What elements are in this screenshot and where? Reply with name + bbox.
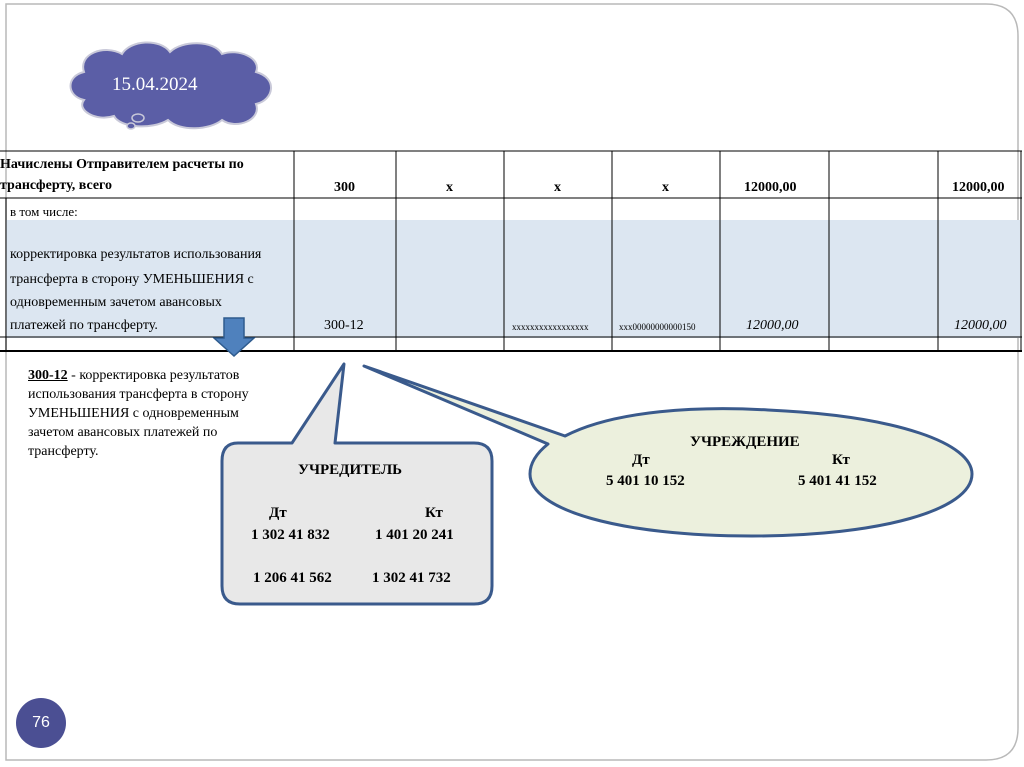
detail-name-line2: трансферта в сторону УМЕНЬШЕНИЯ с bbox=[10, 272, 254, 287]
header-col3: x bbox=[662, 180, 669, 195]
page-number-badge: 76 bbox=[16, 698, 66, 748]
detail-col3: xxx00000000000150 bbox=[619, 322, 696, 332]
date-label: 15.04.2024 bbox=[112, 74, 198, 95]
uchreditel-row1-kt: 1 401 20 241 bbox=[375, 527, 454, 543]
detail-col2: xxxxxxxxxxxxxxxxx bbox=[512, 322, 589, 332]
explanation-note bbox=[28, 366, 268, 461]
uchrezhdenie-dt-label: Дт bbox=[632, 452, 650, 468]
uchreditel-title: УЧРЕДИТЕЛЬ bbox=[298, 462, 403, 478]
uchreditel-kt-label: Кт bbox=[425, 505, 443, 521]
detail-code: 300-12 bbox=[324, 318, 364, 333]
uchrezhdenie-kt-value: 5 401 41 152 bbox=[798, 473, 877, 489]
uchreditel-row1-dt: 1 302 41 832 bbox=[251, 527, 330, 543]
header-name-line2: трансферту, всего bbox=[0, 178, 113, 193]
uchreditel-row2-kt: 1 302 41 732 bbox=[372, 570, 451, 586]
header-amount1: 12000,00 bbox=[744, 180, 797, 195]
detail-amount3: 12000,00 bbox=[954, 318, 1007, 333]
uchreditel-dt-label: Дт bbox=[269, 505, 287, 521]
header-col2: x bbox=[554, 180, 561, 195]
header-name-line1: Начислены Отправителем расчеты по bbox=[0, 157, 244, 172]
detail-name-line4: платежей по трансферту. bbox=[10, 318, 158, 333]
header-amount3: 12000,00 bbox=[952, 180, 1005, 195]
uchrezhdenie-title: УЧРЕЖДЕНИЕ bbox=[690, 434, 800, 450]
note-code: 300-12 bbox=[28, 368, 68, 383]
subheader-label: в том числе: bbox=[10, 204, 78, 219]
header-col1: x bbox=[446, 180, 453, 195]
uchreditel-row2-dt: 1 206 41 562 bbox=[253, 570, 332, 586]
uchrezhdenie-kt-label: Кт bbox=[832, 452, 850, 468]
note-text: - корректировка результатов использования трансферта в сторону УМЕНЬШЕНИЯ с одновременным зачетом авансовых платежей по трансферту. bbox=[28, 368, 249, 459]
detail-amount1: 12000,00 bbox=[746, 318, 799, 333]
uchrezhdenie-dt-value: 5 401 10 152 bbox=[606, 473, 685, 489]
header-code: 300 bbox=[334, 180, 355, 195]
detail-name-line3: одновременным зачетом авансовых bbox=[10, 295, 222, 310]
detail-name-line1: корректировка результатов использования bbox=[10, 247, 262, 262]
